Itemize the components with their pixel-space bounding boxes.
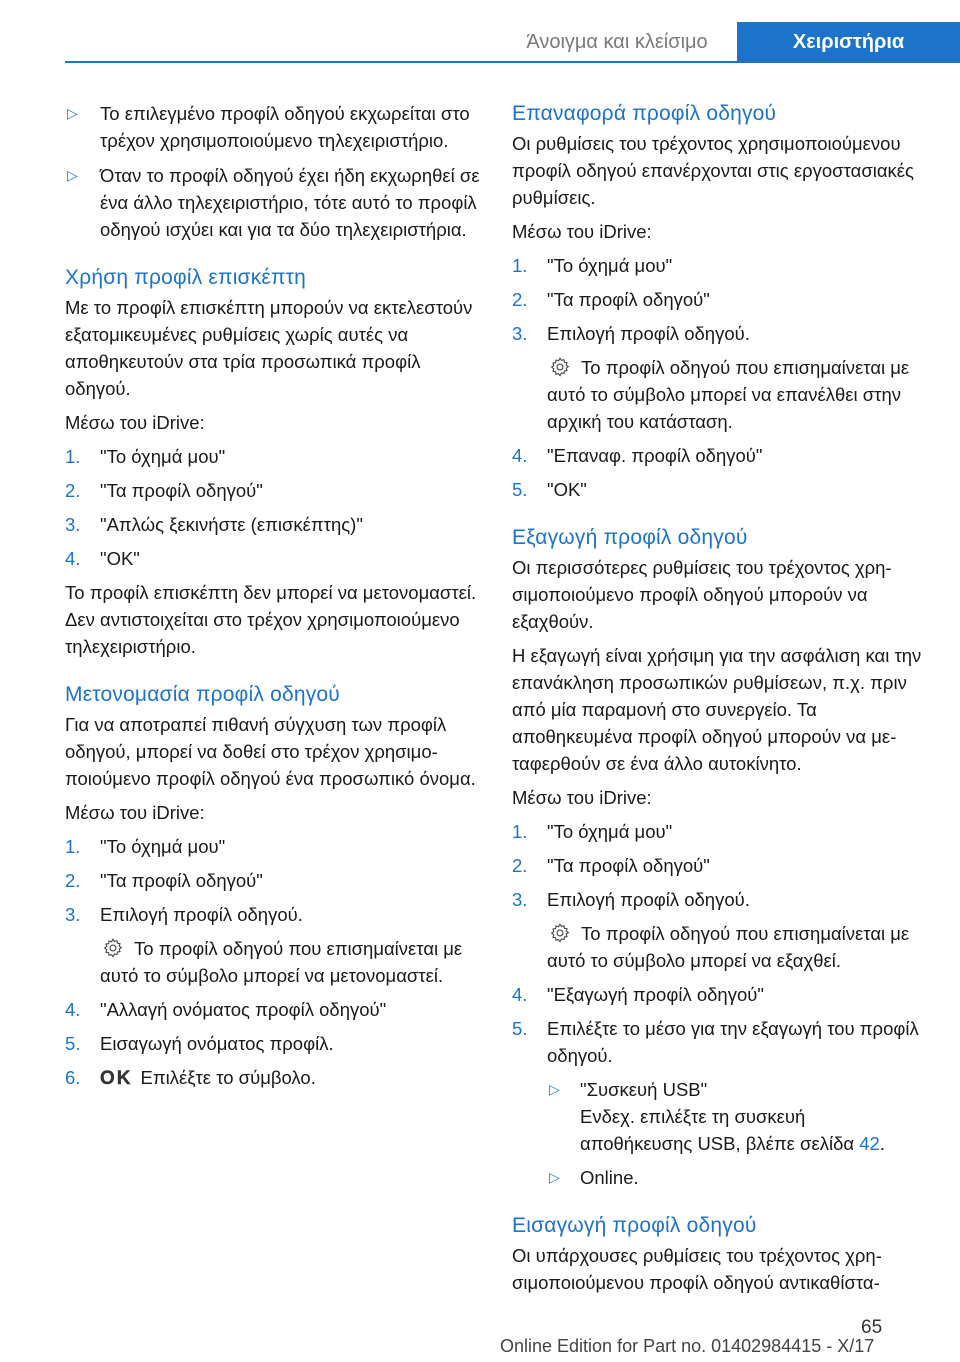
step-item: 2. "Τα προφίλ οδηγού" [65, 870, 263, 891]
header-chapter: Χειριστήρια [737, 22, 960, 62]
paragraph: Για να αποτραπεί πιθανή σύγχυση των προφίλ οδηγού, μπορεί να δοθεί στο τρέχον χρησιμοποιούμενο προφίλ οδηγού ένα προσωπικό όνομα. [65, 714, 476, 789]
step-note: Το προφίλ οδηγού που επισημαίνεται με αυτό το σύμβολο μπορεί να μετονομαστεί. [100, 938, 463, 986]
step-item: 6. OK Επιλέξτε το σύμβολο. [65, 1064, 480, 1092]
step-item: 1. "Το όχημά μου" [512, 821, 673, 842]
step-item: 3. Επιλογή προφίλ οδηγού. [512, 889, 750, 910]
paragraph: Το προφίλ επισκέπτη δεν μπορεί να μετονομαστεί. Δεν αντιστοιχείται στο τρέχον χρησιμοποιούμενο τηλεχειριστήριο. [65, 582, 477, 657]
gear-icon [549, 356, 571, 378]
paragraph: Οι περισσότερες ρυθμίσεις του τρέχοντος χρησιμοποιούμενο προφίλ οδηγού μπορούν να εξαχθούν. [512, 557, 892, 632]
step-item: 2. "Τα προφίλ οδηγού" [512, 289, 710, 310]
step-item: 5. "OK" [512, 479, 587, 500]
bullet-triangle-icon: ▷ [67, 105, 78, 121]
step-item: 1. "Το όχημά μου" [65, 446, 226, 467]
step-item: 2. "Τα προφίλ οδηγού" [512, 855, 710, 876]
step-item: 5. Επιλέξτε το μέσο για την εξαγωγή του προφίλ οδηγού. [512, 1018, 919, 1066]
sub-bullet-online: ▷ Online. [512, 1164, 922, 1191]
step-item: 3. "Απλώς ξεκινήστε (επισκέπτης)" [65, 514, 363, 535]
gear-icon [102, 937, 124, 959]
paragraph: Μέσω του iDrive: [65, 412, 205, 433]
header-divider [65, 61, 960, 63]
section-title-import: Εισαγωγή προφίλ οδηγού [512, 1214, 757, 1237]
step-item: 1. "Το όχημά μου" [65, 836, 226, 857]
bullet-item: ▷ Όταν το προφίλ οδηγού έχει ήδη εκχωρηθεί σε ένα άλλο τηλεχειριστήριο, τότε αυτό το προφίλ οδηγού ισχύει και για τα δύο τηλεχειριστήρια. [65, 162, 480, 243]
header-section: Άνοιγμα και κλείσιμο [526, 31, 708, 53]
bullet-triangle-icon: ▷ [67, 167, 78, 183]
step-item: 5. Εισαγωγή ονόματος προφίλ. [65, 1033, 334, 1054]
step-item: 3. Επιλογή προφίλ οδηγού. [512, 323, 750, 344]
paragraph: Μέσω του iDrive: [512, 221, 652, 242]
right-column [512, 100, 922, 1303]
paragraph: Μέσω του iDrive: [512, 787, 652, 808]
paragraph: Οι ρυθμίσεις του τρέχοντος χρησιμοποιούμενου προφίλ οδηγού επανέρχονται στις εργοστασιακές ρυθμίσεις. [512, 133, 914, 208]
paragraph: Μέσω του iDrive: [65, 802, 205, 823]
ok-icon: OK [100, 1068, 133, 1089]
step-note: Το προφίλ οδηγού που επισημαίνεται με αυτό το σύμβολο μπορεί να επανέλθει στην αρχική του κατάσταση. [547, 357, 910, 432]
step-item: 3. Επιλογή προφίλ οδηγού. [65, 904, 303, 925]
paragraph: Με το προφίλ επισκέπτη μπορούν να εκτελεστούν εξατομικευμένες ρυθμίσεις χωρίς αυτές να αποθηκευτούν στα τρία προσωπικά προφίλ οδηγού. [65, 297, 473, 399]
paragraph: Η εξαγωγή είναι χρήσιμη για την ασφάλιση και την επανάκληση προσωπικών ρυθμίσεων, π.χ. πριν από μία παραμονή στο συνεργείο. Τα αποθηκευμένα προφίλ οδηγού μπορούν να μεταφερθούν σε ένα άλλο αυτοκίνητο. [512, 645, 922, 774]
paragraph: Οι υπάρχουσες ρυθμίσεις του τρέχοντος χρησιμοποιούμενου προφίλ οδηγού αντικαθίστα- [512, 1245, 882, 1293]
sub-bullet-usb: ▷ "Συσκευή USB" Ενδεχ. επιλέξτε τη συσκευή αποθήκευσης USB, βλέπε σελίδα 42. [512, 1076, 922, 1157]
step-note: Το προφίλ οδηγού που επισημαίνεται με αυτό το σύμβολο μπορεί να εξαχθεί. [547, 923, 910, 971]
page-number: 65 [861, 1317, 883, 1338]
bullet-item: ▷ Το επιλεγμένο προφίλ οδηγού εκχωρείται στο τρέχον χρησιμοποιούμενο τηλεχειριστήριο. [65, 100, 480, 154]
step-item: 4. "OK" [65, 548, 140, 569]
step-item: 1. "Το όχημά μου" [512, 255, 673, 276]
bullet-triangle-icon: ▷ [549, 1169, 560, 1185]
section-title-rename: Μετονομασία προφίλ οδηγού [65, 683, 340, 706]
step-item: 2. "Τα προφίλ οδηγού" [65, 480, 263, 501]
step-item: 4. "Επαναφ. προφίλ οδηγού" [512, 445, 763, 466]
step-item: 4. "Αλλαγή ονόματος προφίλ οδηγού" [65, 999, 387, 1020]
left-column [65, 100, 480, 1099]
footer-edition: Online Edition for Part no. 01402984415 - X/17 [500, 1336, 875, 1356]
gear-icon [549, 922, 571, 944]
section-title-export: Εξαγωγή προφίλ οδηγού [512, 526, 748, 549]
section-title-reset: Επαναφορά προφίλ οδηγού [512, 102, 777, 125]
section-title-guest: Χρήση προφίλ επισκέπτη [65, 266, 307, 289]
step-item: 4. "Εξαγωγή προφίλ οδηγού" [512, 984, 764, 1005]
bullet-triangle-icon: ▷ [549, 1081, 560, 1097]
page-reference-link[interactable]: 42 [859, 1133, 880, 1154]
